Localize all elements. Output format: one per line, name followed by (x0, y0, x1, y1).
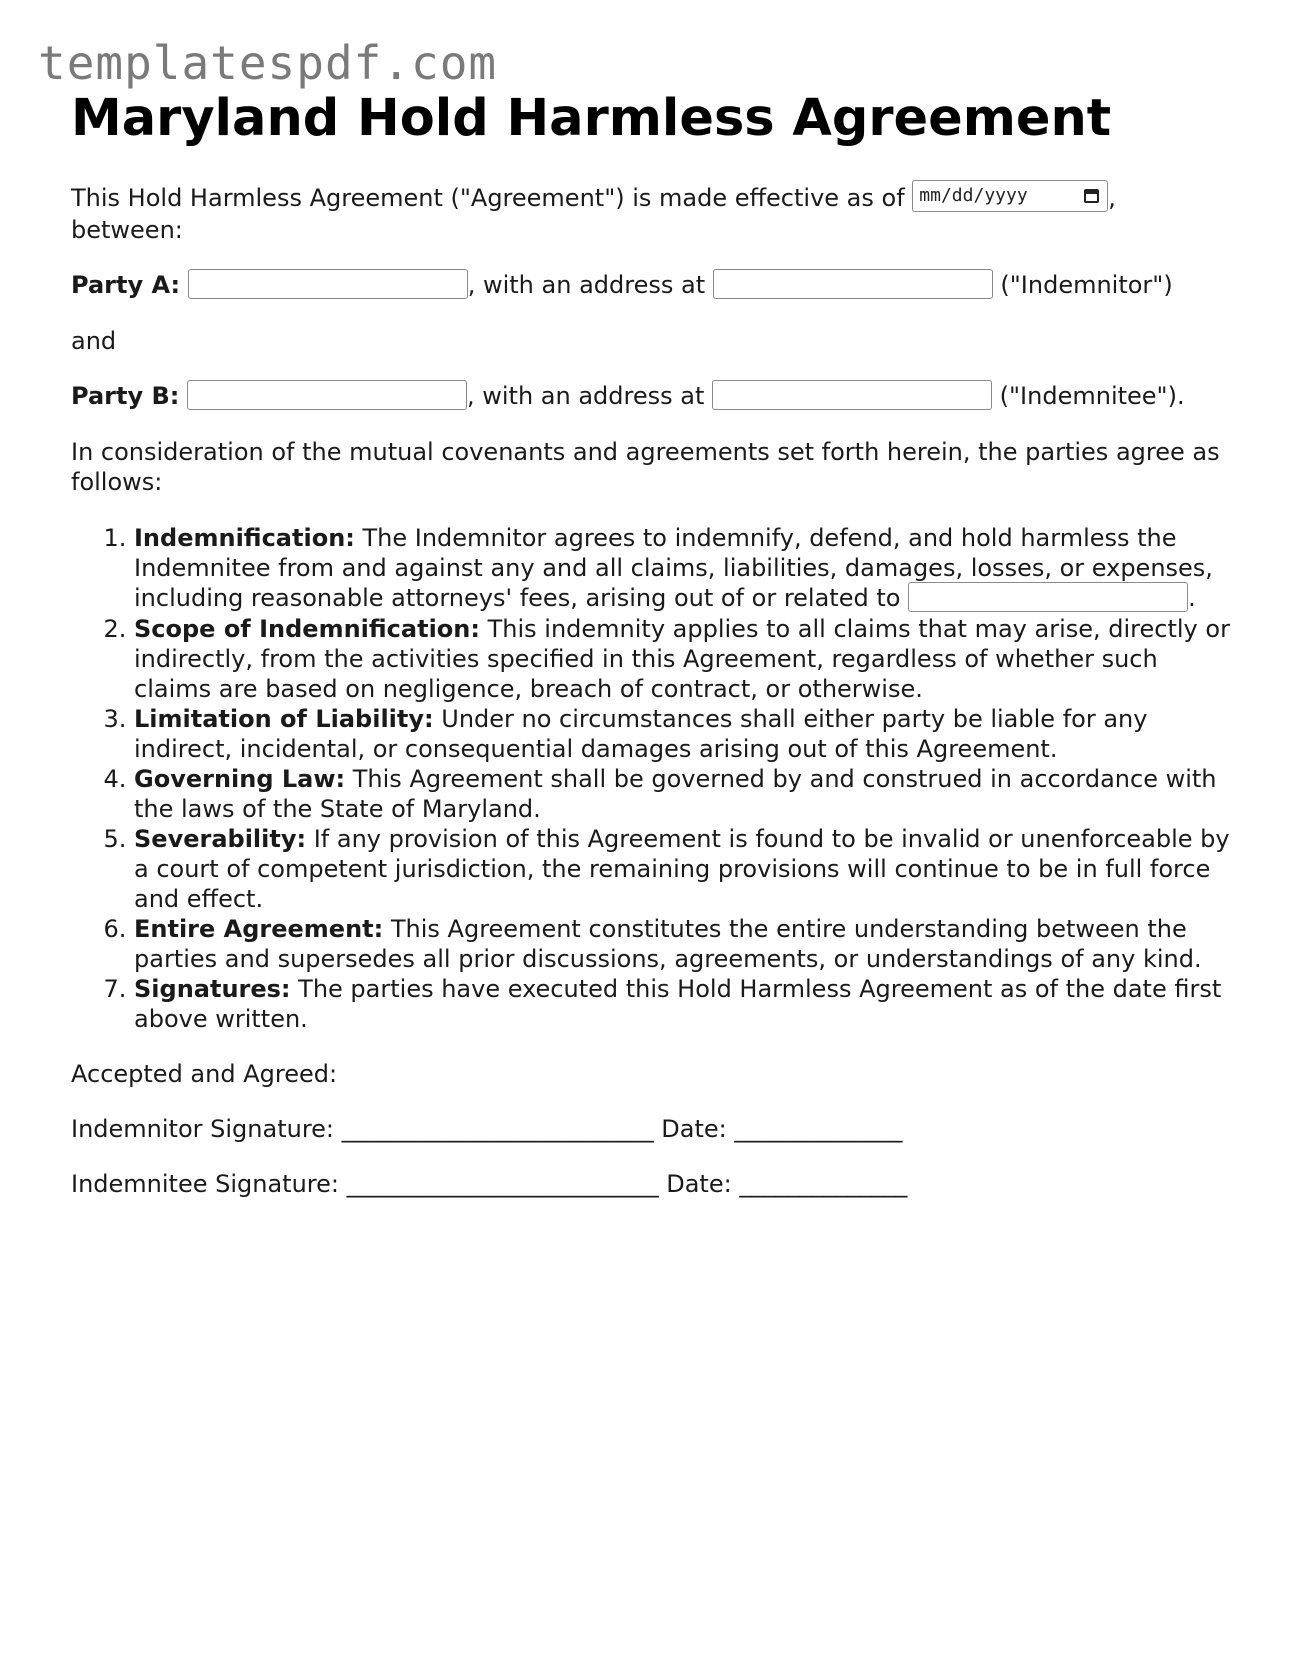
clause-title: Signatures: (134, 975, 291, 1003)
clause-item (134, 974, 1231, 1034)
clause-item (134, 824, 1231, 914)
clauses-list (71, 523, 1231, 1034)
clause-item (134, 614, 1231, 704)
watermark-logo: templatespdf.com (38, 36, 498, 90)
party-b-label: Party B: (71, 382, 180, 410)
party-b-name-input[interactable] (187, 380, 467, 410)
clause-item (134, 764, 1231, 824)
party-b-address-text: , with an address at (466, 382, 705, 410)
calendar-icon[interactable] (1084, 189, 1099, 203)
clause-item (134, 914, 1231, 974)
clause-text: This Agreement shall be governed by and construed in accordance with the laws of the State of Maryland. (134, 765, 1217, 823)
clause-end: . (1188, 584, 1196, 612)
clause-title: Indemnification: (134, 524, 355, 552)
intro-paragraph (71, 183, 1231, 245)
clause-title: Entire Agreement: (134, 915, 384, 943)
clause-item (134, 523, 1231, 614)
clause-title: Severability: (134, 825, 307, 853)
clause-text: This indemnity applies to all claims that may arise, directly or indirectly, from the activities specified in this Agreement, regardless of whether such claims are based on negligence, breach of contract, or otherwise. (134, 615, 1230, 703)
date-placeholder: mm/dd/yyyy (919, 185, 1028, 206)
clause-title: Scope of Indemnification: (134, 615, 480, 643)
clause-text: This Agreement constitutes the entire understanding between the parties and supersedes all prior discussions, agreements, or understandings of any kind. (134, 915, 1202, 973)
intro-between: between: (71, 216, 183, 244)
clause-text: If any provision of this Agreement is found to be invalid or unenforceable by a court of competent jurisdiction, the remaining provisions will continue to be in full force and effect. (134, 825, 1230, 913)
clause-title: Governing Law: (134, 765, 346, 793)
party-a-line (71, 270, 1231, 301)
clause-text: Under no circumstances shall either party be liable for any indirect, incidental, or consequential damages arising out of this Agreement. (134, 705, 1148, 763)
indemnification-activity-input[interactable] (908, 582, 1188, 612)
accepted-text: Accepted and Agreed: (71, 1060, 338, 1088)
indemnitor-signature-line: Indemnitor Signature: __________________________ Date: ______________ (71, 1115, 903, 1143)
party-b-role: ("Indemnitee"). (999, 382, 1185, 410)
party-b-address-input[interactable] (712, 380, 992, 410)
party-b-line (71, 381, 1231, 412)
intro-text: This Hold Harmless Agreement ("Agreement") is made effective as of (71, 184, 905, 212)
page-title: Maryland Hold Harmless Agreement (71, 89, 1112, 148)
document-body (71, 183, 1231, 1224)
effective-date-input[interactable] (912, 180, 1108, 212)
and-text: and (71, 327, 117, 355)
party-a-address-input[interactable] (713, 269, 993, 299)
intro-comma: , (1108, 184, 1116, 212)
clause-text: The parties have executed this Hold Harmless Agreement as of the date first above written. (134, 975, 1222, 1033)
party-a-role: ("Indemnitor") (1000, 271, 1173, 299)
indemnitee-signature-line: Indemnitee Signature: __________________________ Date: ______________ (71, 1170, 908, 1198)
clause-text: The Indemnitor agrees to indemnify, defend, and hold harmless the Indemnitee from and against any and all claims, liabilities, damages, losses, or expenses, including reasonable attorneys' fees, arising out of or related to (134, 524, 1213, 612)
party-a-label: Party A: (71, 271, 181, 299)
party-a-address-text: , with an address at (467, 271, 706, 299)
clause-item (134, 704, 1231, 764)
party-a-name-input[interactable] (188, 269, 468, 299)
consideration-paragraph: In consideration of the mutual covenants and agreements set forth herein, the parties agree as follows: (71, 438, 1220, 496)
clause-title: Limitation of Liability: (134, 705, 434, 733)
